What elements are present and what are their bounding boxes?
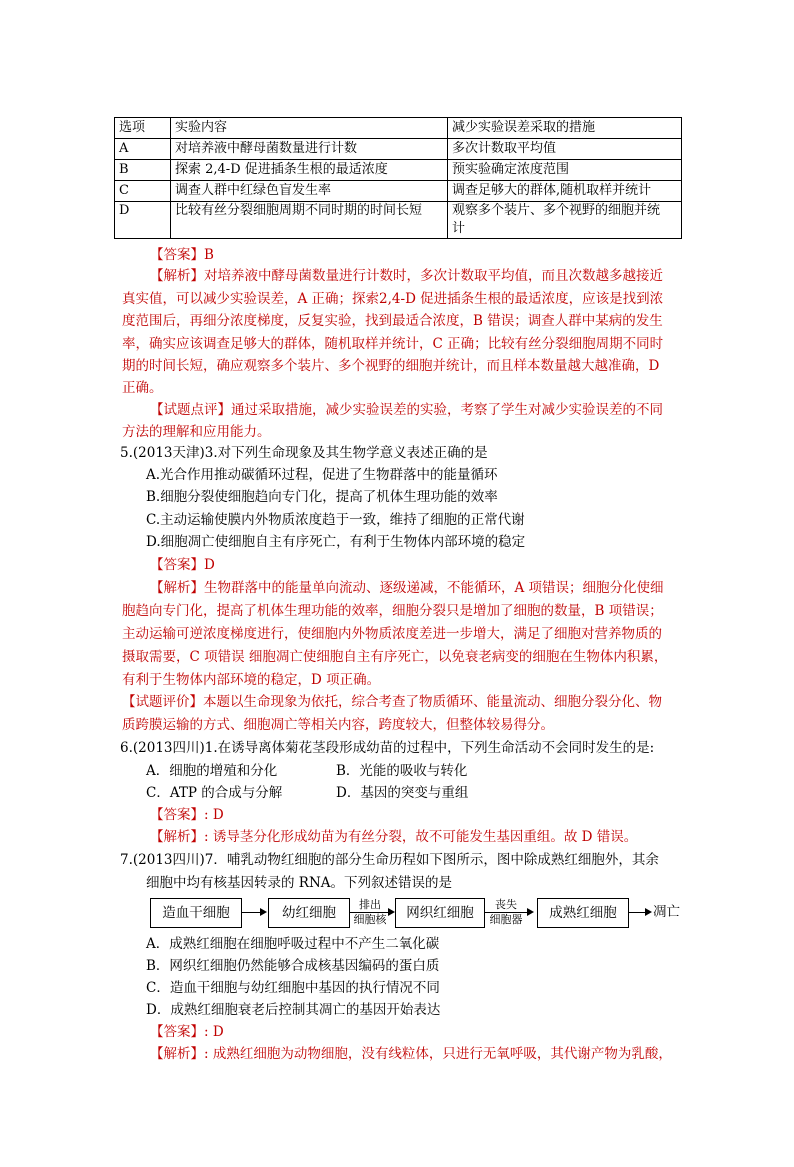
experiment-table [114,117,682,239]
q5-answer: 【答案】D [150,557,215,573]
q5-comment-line: 质跨膜运输的方式、细胞凋亡等相关内容，跨度较大，但整体较易得分。 [122,717,554,733]
q4-analysis-line: 真实值，可以减少实验误差，A 正确；探索2,4-D 促进插条生根的最适浓度，应该是找到浓 [122,291,664,307]
table-cell: 预实验确定浓度范围 [448,160,682,181]
table-cell: D [115,202,171,239]
q7-option-d: D．成熟红细胞衰老后控制其凋亡的基因开始表达 [146,1002,441,1018]
q4-analysis-line: 【解析】对培养液中酵母菌数量进行计数时，多次计数取平均值，而且次数越多越接近 [150,268,663,284]
q5-option-c: C.主动运输使膜内外物质浓度趋于一致，维持了细胞的正常代谢 [146,512,525,528]
diagram-box-reticulocyte: 网织红细胞 [395,898,485,928]
q7-option-a: A．成熟红细胞在细胞呼吸过程中不产生二氧化碳 [146,936,440,952]
table-cell: 比较有丝分裂细胞周期不同时期的时间长短 [171,202,448,239]
table-cell: C [115,181,171,202]
q6-option-b: B．光能的吸收与转化 [336,763,468,779]
q4-comment-line: 方法的理解和应用能力。 [122,424,271,440]
diagram-arrow-label: 排出 [359,898,381,911]
q4-comment-line: 【试题点评】通过采取措施，减少实验误差的实验，考察了学生对减少实验误差的不同 [150,402,663,418]
q5-analysis-line: 【解析】生物群落中的能量单向流动、逐级递减，不能循环，A 项错误；细胞分化使细 [150,580,664,596]
table-row [115,160,682,181]
table-cell: 调查足够大的群体,随机取样并统计 [448,181,682,202]
q5-analysis-line: 主动运输可逆浓度梯度进行，使细胞内外物质浓度差进一步增大，满足了细胞对营养物质的 [122,626,662,642]
q4-analysis-line: 率，确实应该调查足够大的群体，随机取样并统计，C 正确；比较有丝分裂细胞周期不同时 [122,336,664,352]
diagram-box-mature-red-cell: 成熟红细胞 [537,898,629,928]
diagram-box-erythroblast: 幼红细胞 [268,898,350,928]
q5-stem: 5.(2013天津)3.对下列生命现象及其生物学意义表述正确的是 [120,445,488,461]
table-cell: 探索 2,4-D 促进插条生根的最适浓度 [171,160,448,181]
table-row [115,181,682,202]
table-header-cell: 选项 [115,118,171,139]
q7-stem-line: 7.(2013四川)7．哺乳动物红细胞的部分生命历程如下图所示，图中除成熟红细胞外，其余 [120,852,659,868]
q5-option-d: D.细胞凋亡使细胞自主有序死亡，有利于生物体内部环境的稳定 [146,534,526,550]
diagram-arrow [241,912,261,913]
diagram-arrow [484,912,528,913]
diagram-arrowhead [645,908,652,916]
table-header-cell: 实验内容 [171,118,448,139]
table-header-cell: 减少实验误差采取的措施 [448,118,682,139]
diagram-arrowhead [527,908,534,916]
q6-answer: 【答案】: D [150,807,224,823]
table-cell: A [115,139,171,160]
table-header-row [115,118,682,139]
q6-option-d: D．基因的突变与重组 [336,785,469,801]
table-row [115,202,682,239]
q5-comment-line: 【试题评价】本题以生命现象为依托，综合考查了物质循环、能量流动、细胞分裂分化、物 [122,694,662,710]
table-cell: 多次计数取平均值 [448,139,682,160]
q7-analysis: 【解析】: 成熟红细胞为动物细胞，没有线粒体，只进行无氧呼吸，其代谢产物为乳酸， [150,1046,672,1062]
q5-option-b: B.细胞分裂使细胞趋向专门化，提高了机体生理功能的效率 [146,489,498,505]
diagram-arrow [628,912,646,913]
q4-answer: 【答案】B [150,247,214,263]
q7-option-b: B．网织红细胞仍然能够合成核基因编码的蛋白质 [146,958,440,974]
q5-analysis-line: 摄取需要，C 项错误 细胞凋亡使细胞自主有序死亡，以免衰老病变的细胞在生物体内积累， [122,649,668,665]
diagram-arrowhead [260,908,267,916]
diagram-arrow [349,912,389,913]
q6-option-a: A．细胞的增殖和分化 [146,763,278,779]
table-cell-line: 观察多个装片、多个视野的细胞并统 [452,203,661,218]
q7-answer: 【答案】: D [150,1024,224,1040]
diagram-arrow-label: 细胞核 [353,913,387,926]
q5-analysis-line: 胞趋向专门化，提高了机体生理功能的效率，细胞分裂只是增加了细胞的数量，B 项错误； [122,603,663,619]
table-cell: 调查人群中红绿色盲发生率 [171,181,448,202]
table-row [115,139,682,160]
q6-option-c: C．ATP 的合成与分解 [146,785,283,801]
table-cell [448,202,682,239]
q6-stem: 6.(2013四川)1.在诱导离体菊花茎段形成幼苗的过程中，下列生命活动不会同时发生的是: [120,740,655,756]
table-cell: 对培养液中酵母菌数量进行计数 [171,139,448,160]
diagram-end-label: 凋亡 [653,904,680,920]
q6-analysis: 【解析】: 诱导茎分化形成幼苗为有丝分裂，故不可能发生基因重组。故 D 错误。 [150,829,638,845]
q4-analysis-line: 正确。 [122,380,163,396]
q5-option-a: A.光合作用推动碳循环过程，促进了生物群落中的能量循环 [146,467,498,483]
table-cell: B [115,160,171,181]
q5-analysis-line: 有利于生物体内部环境的稳定，D 项正确。 [122,672,381,688]
diagram-arrow-label: 丧失 [495,898,517,911]
q7-stem-line: 细胞中均有核基因转录的 RNA。下列叙述错误的是 [146,875,453,891]
table-cell-line: 计 [452,221,466,236]
diagram-box-hematopoietic-stem-cell: 造血干细胞 [150,898,242,928]
diagram-arrowhead [388,908,395,916]
diagram-arrow-label: 细胞器 [489,913,523,926]
q4-analysis-line: 度范围后，再细分浓度梯度，反复实验，找到最适合浓度，B 错误；调查人群中某病的发生 [122,313,663,329]
q7-option-c: C．造血干细胞与幼红细胞中基因的执行情况不同 [146,980,440,996]
q4-analysis-line: 期的时间长短，确应观察多个装片、多个视野的细胞并统计，而且样本数量越大越准确，D [122,358,660,374]
